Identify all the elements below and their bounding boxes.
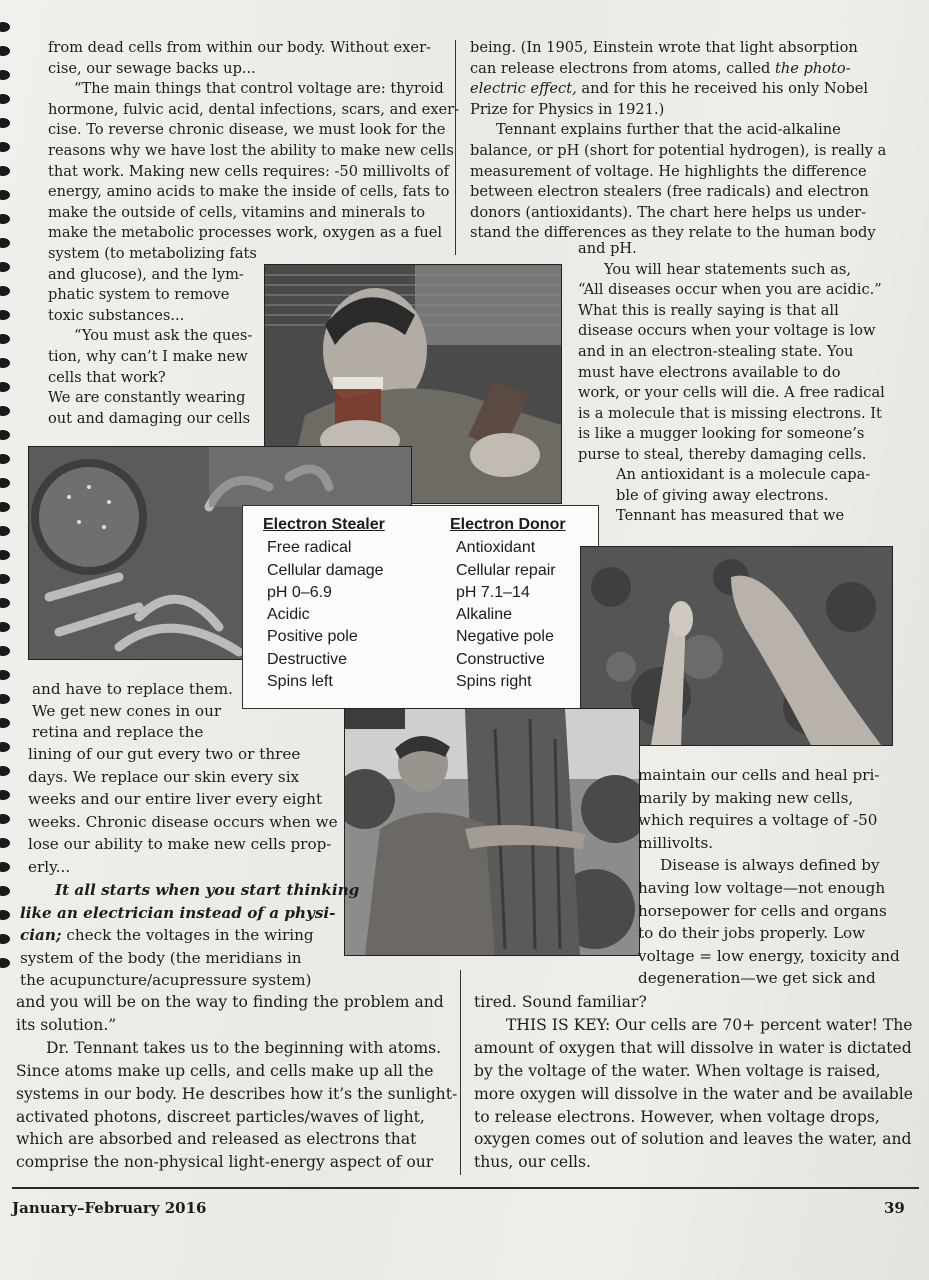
- chart-item: Antioxidant: [456, 539, 536, 557]
- footer-issue: January–February 2016: [12, 1199, 207, 1217]
- text-line: Dr. Tennant takes us to the beginning with atoms.: [46, 1038, 442, 1057]
- text-line: days. We replace our skin every six: [28, 767, 300, 786]
- text-line: make the metabolic processes work, oxygen as a fuel: [48, 224, 443, 242]
- chart-item: Alkaline: [456, 606, 513, 624]
- text-line: ble of giving away electrons.: [616, 486, 829, 504]
- text-line: erly...: [28, 857, 71, 876]
- text-line: marily by making new cells,: [638, 788, 854, 807]
- text-line: We are constantly wearing: [48, 389, 246, 407]
- text-line: amount of oxygen that will dissolve in water is dictated: [474, 1038, 912, 1057]
- col1-last-text: [16, 991, 457, 1174]
- chart-item: pH 0–6.9: [267, 583, 332, 601]
- text-line: which are absorbed and released as electrons that: [16, 1130, 417, 1149]
- text-line: THIS IS KEY: Our cells are 70+ percent water! The: [506, 1015, 913, 1034]
- text-line: that work. Making new cells requires: -50 millivolts of: [48, 162, 450, 180]
- text-line: retina and replace the: [32, 723, 204, 742]
- text-line: from dead cells from within our body. Without exer-: [48, 39, 431, 56]
- text-line: and have to replace them.: [32, 680, 233, 698]
- text-line: reasons why we have lost the ability to make new cells: [48, 141, 454, 159]
- text-line: having low voltage—not enough: [638, 878, 886, 897]
- text-line: maintain our cells and heal pri-: [638, 766, 880, 784]
- column-divider-bottom: [460, 970, 461, 1175]
- text-line: tion, why can’t I make new: [48, 347, 248, 365]
- text-line: cells that work?: [48, 368, 166, 386]
- electron-donor-header: Electron Donor: [450, 516, 566, 533]
- electron-stealer-column: [263, 514, 385, 693]
- chart-item: Free radical: [267, 539, 352, 557]
- text-line: can release electrons from atoms, called the photo-: [470, 59, 851, 77]
- text-line: horsepower for cells and organs: [638, 901, 887, 920]
- text-line: comprise the non-physical light-energy aspect of our: [16, 1153, 434, 1172]
- chart-item: Spins right: [456, 673, 532, 691]
- chart-item: Spins left: [267, 673, 333, 691]
- text-line: donors (antioxidants). The chart here helps us under-: [470, 203, 867, 221]
- text-line: out and damaging our cells: [48, 409, 251, 427]
- chart-item: Destructive: [267, 650, 348, 668]
- chart-item: Cellular repair: [456, 561, 556, 579]
- text-line: tired. Sound familiar?: [474, 993, 647, 1011]
- text-line: Disease is always defined by: [660, 856, 880, 875]
- text-line: toxic substances...: [48, 306, 185, 324]
- text-line: systems in our body. He describes how it’s the sunlight-: [16, 1084, 458, 1103]
- text-line: activated photons, discreet particles/waves of light,: [16, 1107, 425, 1126]
- text-line: is a molecule that is missing electrons. It: [578, 404, 882, 422]
- text-line: thus, our cells.: [474, 1153, 592, 1172]
- electron-comparison-chart: [242, 505, 599, 709]
- chart-item: Acidic: [267, 606, 310, 624]
- text-line: balance, or pH (short for potential hydrogen), is really a: [470, 141, 887, 159]
- text-line: energy, amino acids to make the inside of cells, fats to: [48, 183, 450, 201]
- col2-mid-text: [578, 239, 885, 466]
- text-line: “All diseases occur when you are acidic.”: [578, 281, 882, 299]
- tree-hugger-photo: [344, 708, 640, 956]
- text-line: cise, our sewage backs up...: [48, 59, 256, 77]
- text-line: make the outside of cells, vitamins and minerals to: [48, 203, 426, 221]
- text-line: oxygen comes out of solution and leaves the water, and: [474, 1130, 912, 1149]
- text-line: “You must ask the ques-: [74, 327, 253, 345]
- text-line: Since atoms make up cells, and cells make up all the: [16, 1061, 434, 1080]
- text-line: weeks. Chronic disease occurs when we: [28, 812, 338, 831]
- chart-item: Negative pole: [456, 628, 554, 646]
- col1-bottom-text: [20, 879, 359, 992]
- text-line: Tennant has measured that we: [616, 507, 845, 525]
- text-line: is like a mugger looking for someone’s: [578, 425, 865, 443]
- footer-rule: [12, 1187, 919, 1189]
- text-line: cian; check the voltages in the wiring: [20, 926, 314, 945]
- chart-item: Constructive: [456, 650, 545, 668]
- footer-page-number: 39: [884, 1199, 905, 1217]
- chart-item: Positive pole: [267, 628, 358, 646]
- text-line: work, or your cells will die. A free radical: [578, 384, 885, 402]
- text-line: must have electrons available to do: [578, 363, 841, 381]
- text-line: An antioxidant is a molecule capa-: [616, 466, 871, 483]
- text-line: and pH.: [578, 240, 637, 257]
- text-line: phatic system to remove: [48, 286, 230, 304]
- text-line: to do their jobs properly. Low: [638, 924, 866, 943]
- text-line: “The main things that control voltage are: thyroid: [74, 80, 444, 98]
- text-line: We get new cones in our: [32, 701, 222, 720]
- text-line: system of the body (the meridians in: [20, 948, 302, 967]
- text-line: cise. To reverse chronic disease, we must look for the: [48, 121, 446, 139]
- chart-item: pH 7.1–14: [456, 583, 530, 601]
- col2-narrow-text: [616, 465, 870, 527]
- text-line: and glucose), and the lym-: [48, 265, 244, 283]
- col1-lower-text: [28, 743, 338, 879]
- chart-item: Cellular damage: [267, 561, 384, 579]
- text-line: lose our ability to make new cells prop-: [28, 835, 332, 854]
- spiral-binding: [0, 0, 14, 1280]
- text-line: more oxygen will dissolve in the water and be available: [474, 1084, 913, 1103]
- text-line: degeneration—we get sick and: [638, 969, 876, 988]
- text-line: weeks and our entire liver every eight: [28, 790, 323, 809]
- text-line: hormone, fulvic acid, dental infections, scars, and exer-: [48, 100, 460, 118]
- text-line: to release electrons. However, when voltage drops,: [474, 1107, 880, 1126]
- text-line: the acupuncture/acupressure system): [20, 971, 312, 990]
- text-line: What this is really saying is that all: [578, 301, 839, 319]
- text-line: voltage = low energy, toxicity and: [638, 946, 900, 965]
- electron-stealer-header: Electron Stealer: [263, 516, 385, 533]
- text-line: and in an electron-stealing state. You: [578, 342, 854, 360]
- text-line: stand the differences as they relate to the human body: [470, 224, 876, 242]
- text-line: It all starts when you start thinking: [55, 881, 360, 899]
- text-line: disease occurs when your voltage is low: [578, 322, 876, 340]
- text-line: Prize for Physics in 1921.): [470, 100, 665, 118]
- text-line: its solution.”: [16, 1015, 117, 1034]
- text-line: which requires a voltage of -50: [638, 811, 878, 830]
- text-line: system (to metabolizing fats: [48, 244, 257, 262]
- text-line: and you will be on the way to finding the problem and: [16, 993, 444, 1011]
- text-line: purse to steal, thereby damaging cells.: [578, 445, 867, 463]
- text-line: Tennant explains further that the acid-alkaline: [496, 121, 841, 139]
- text-line: lining of our gut every two or three: [28, 745, 301, 763]
- col2-bottom-text: [474, 991, 913, 1174]
- col2-right-text: [638, 764, 900, 990]
- text-line: like an electrician instead of a physi-: [20, 903, 336, 922]
- text-line: electric effect, and for this he received his only Nobel: [470, 80, 869, 98]
- text-line: millivolts.: [638, 833, 714, 852]
- text-line: measurement of voltage. He highlights the difference: [470, 162, 867, 180]
- text-line: being. (In 1905, Einstein wrote that light absorption: [470, 39, 858, 56]
- col1-mid-text: [32, 679, 233, 744]
- col2-top-text: [470, 38, 886, 244]
- text-line: You will hear statements such as,: [604, 260, 852, 278]
- text-line: by the voltage of the water. When voltage is raised,: [474, 1061, 881, 1080]
- text-line: between electron stealers (free radicals) and electron: [470, 183, 869, 201]
- electron-donor-column: [450, 514, 566, 693]
